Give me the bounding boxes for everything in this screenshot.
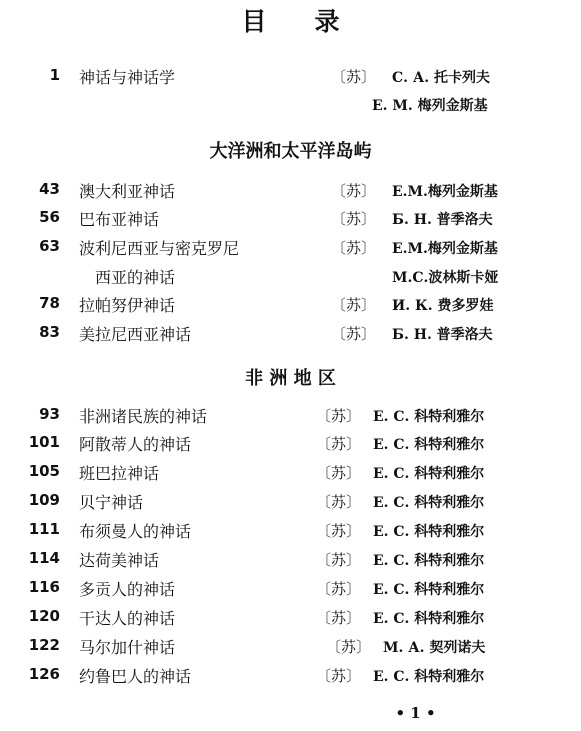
entry-title: 阿散蒂人的神话 xyxy=(79,435,192,454)
entry-title: 美拉尼西亚神话 xyxy=(79,325,192,344)
entry-title: 澳大利亚神话 xyxy=(79,182,176,201)
entry-origin: 〔苏〕 xyxy=(331,239,377,257)
entry-origin: 〔苏〕 xyxy=(316,522,362,540)
entry-origin: 〔苏〕 xyxy=(331,325,377,343)
entry-origin: 〔苏〕 xyxy=(316,580,362,598)
entry-page-number: 43 xyxy=(39,180,60,198)
entry-title: 干达人的神话 xyxy=(79,609,176,628)
section-heading: 非 洲 地 区 xyxy=(245,368,336,389)
entry-author: Е. С. 科特利雅尔 xyxy=(373,437,485,453)
entry-page-number: 83 xyxy=(39,323,60,341)
page-title-char-2: 录 xyxy=(314,7,340,36)
entry-page-number: 63 xyxy=(39,237,60,255)
page-title xyxy=(0,2,581,38)
entry-page-number: 1 xyxy=(49,66,60,84)
section-heading: 大洋洲和太平洋岛屿 xyxy=(209,141,372,162)
entry-origin: 〔苏〕 xyxy=(316,435,362,453)
entry-author: Е. С. 科特利雅尔 xyxy=(373,495,485,511)
entry-page-number: 93 xyxy=(39,405,60,423)
entry-title: 班巴拉神话 xyxy=(79,464,160,483)
entry-origin: 〔苏〕 xyxy=(316,667,362,685)
page-title-char-1: 目 xyxy=(241,7,267,36)
entry-title: 马尔加什神话 xyxy=(79,638,176,657)
entry-origin: 〔苏〕 xyxy=(331,296,377,314)
entry-origin: 〔苏〕 xyxy=(326,638,372,656)
entry-author: Е.М.梅列金斯基 xyxy=(392,184,498,200)
page-folio: • 1 • xyxy=(395,704,436,722)
entry-title: 巴布亚神话 xyxy=(79,210,160,229)
entry-origin: 〔苏〕 xyxy=(331,182,377,200)
entry-page-number: 126 xyxy=(28,665,60,683)
entry-title: 非洲诸民族的神话 xyxy=(79,407,208,426)
entry-origin: 〔苏〕 xyxy=(316,551,362,569)
entry-page-number: 122 xyxy=(28,636,60,654)
entry-author: И. К. 费多罗娃 xyxy=(392,298,494,314)
entry-origin: 〔苏〕 xyxy=(316,464,362,482)
entry-page-number: 105 xyxy=(28,462,60,480)
entry-origin: 〔苏〕 xyxy=(316,407,362,425)
entry-author: М. А. 契列诺夫 xyxy=(383,640,486,656)
entry-author: Е. М. 梅列金斯基 xyxy=(372,98,488,114)
entry-author: Е. С. 科特利雅尔 xyxy=(373,524,485,540)
entry-title: 布须曼人的神话 xyxy=(79,522,192,541)
entry-title: 多贡人的神话 xyxy=(79,580,176,599)
entry-author: Б. Н. 普季洛夫 xyxy=(392,212,493,228)
entry-page-number: 56 xyxy=(39,208,60,226)
entry-page-number: 109 xyxy=(28,491,60,509)
entry-title: 约鲁巴人的神话 xyxy=(79,667,192,686)
entry-page-number: 120 xyxy=(28,607,60,625)
entry-title-continuation: 西亚的神话 xyxy=(95,268,176,287)
entry-origin: 〔苏〕 xyxy=(331,68,377,86)
entry-title: 拉帕努伊神话 xyxy=(79,296,176,315)
entry-page-number: 101 xyxy=(28,433,60,451)
entry-title: 波利尼西亚与密克罗尼 xyxy=(79,239,240,258)
entry-author: Е. С. 科特利雅尔 xyxy=(373,582,485,598)
entry-author: Е.М.梅列金斯基 xyxy=(392,241,498,257)
entry-origin: 〔苏〕 xyxy=(316,493,362,511)
entry-title: 神话与神话学 xyxy=(79,68,176,87)
entry-title: 达荷美神话 xyxy=(79,551,160,570)
entry-author: С. А. 托卡列夫 xyxy=(392,70,491,86)
entry-author: Е. С. 科特利雅尔 xyxy=(373,409,485,425)
entry-author: Е. С. 科特利雅尔 xyxy=(373,466,485,482)
entry-author: Б. Н. 普季洛夫 xyxy=(392,327,493,343)
entry-page-number: 116 xyxy=(28,578,60,596)
entry-author: Е. С. 科特利雅尔 xyxy=(373,553,485,569)
entry-title: 贝宁神话 xyxy=(79,493,144,512)
entry-page-number: 114 xyxy=(28,549,60,567)
entry-origin: 〔苏〕 xyxy=(331,210,377,228)
entry-page-number: 111 xyxy=(28,520,60,538)
entry-author: Е. С. 科特利雅尔 xyxy=(373,611,485,627)
entry-author: М.С.波林斯卡娅 xyxy=(392,270,499,286)
entry-page-number: 78 xyxy=(39,294,60,312)
entry-origin: 〔苏〕 xyxy=(316,609,362,627)
entry-author: Е. С. 科特利雅尔 xyxy=(373,669,485,685)
